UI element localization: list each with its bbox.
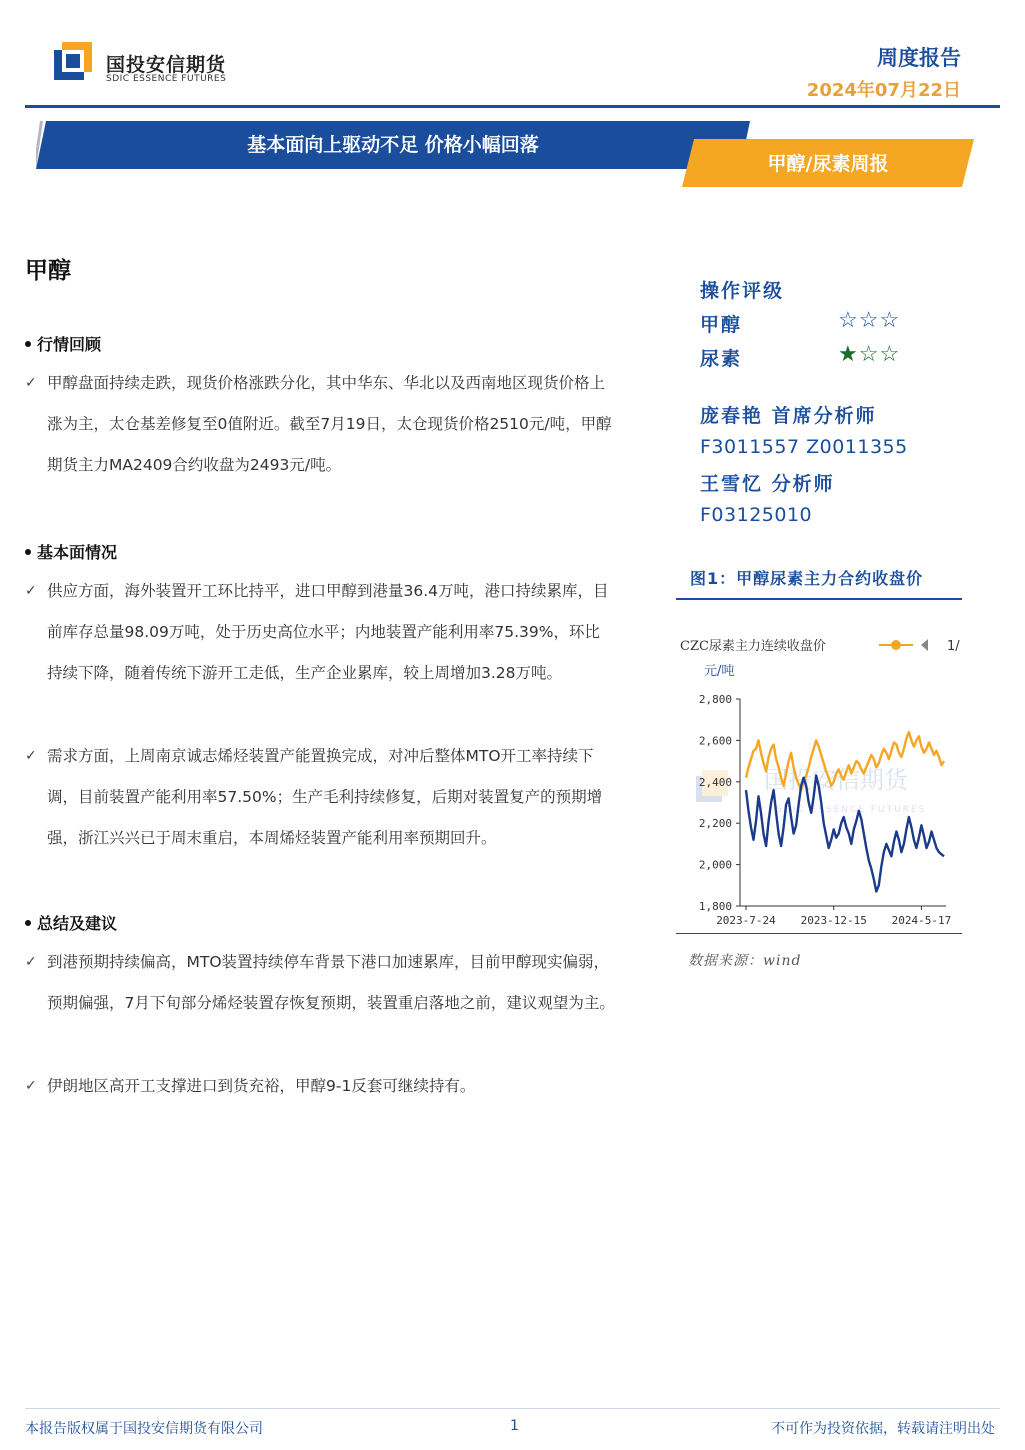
- company-name-cn: 国投安信期货: [106, 54, 227, 76]
- company-logo: [54, 42, 234, 90]
- watermark-en: SDIC ESSENCE FUTURES: [776, 805, 927, 815]
- footer-copyright: 本报告版权属于国投安信期货有限公司: [25, 1421, 263, 1437]
- bullet-dot-icon: [25, 920, 31, 926]
- check-icon: ✓: [25, 748, 37, 764]
- check-icon: ✓: [25, 583, 37, 599]
- legend-marker-icon: [891, 640, 901, 650]
- watermark-cn: 国投安信期货: [764, 766, 908, 794]
- y-tick-label: 2,800: [698, 693, 732, 706]
- figure-rule-top: [676, 598, 962, 600]
- y-tick-label: 2,600: [698, 734, 732, 748]
- logo-mark-icon: [54, 42, 96, 84]
- section-heading: 行情回顾: [25, 332, 101, 355]
- banner-tag: 甲醇/尿素周报: [767, 153, 889, 175]
- analyst-cert: F03125010: [700, 504, 813, 526]
- section-heading: 基本面情况: [25, 540, 117, 563]
- company-name-en: SDIC ESSENCE FUTURES: [106, 74, 227, 84]
- legend-prev-page-icon[interactable]: [921, 639, 928, 651]
- rating-stars-methanol: ☆☆☆: [838, 308, 901, 333]
- paragraph: ✓ 到港预期持续偏高，MTO装置持续停车背景下港口加速累库，目前甲醇现实偏弱，预期偏强，7月下旬部分烯烃装置存恢复预期，装置重启落地之前，建议观望为主。: [25, 942, 615, 1024]
- y-tick-label: 2,000: [698, 858, 732, 872]
- page-number: 1: [510, 1418, 519, 1434]
- paragraph: ✓ 供应方面，海外装置开工环比持平，进口甲醇到港量36.4万吨，港口持续累库，目前库存总量98.09万吨，处于历史高位水平；内地装置产能利用率75.39%，环比持续下降，随着传统下游开工走低，生产企业累库，较上周增加3.28万吨。: [25, 571, 615, 694]
- rating-stars-urea: ★☆☆: [838, 342, 901, 367]
- x-tick-label: 2023-12-15: [800, 914, 867, 927]
- bullet-dot-icon: [25, 549, 31, 555]
- y-tick-label: 1,800: [698, 900, 732, 913]
- y-tick-label: 2,400: [698, 775, 732, 789]
- footer-disclaimer: 不可作为投资依据，转载请注明出处: [771, 1421, 995, 1437]
- main-title: 甲醇: [25, 258, 71, 284]
- report-date: 2024年07月22日: [806, 80, 961, 101]
- paragraph: ✓ 需求方面，上周南京诚志烯烃装置产能置换完成，对冲后整体MTO开工率持续下调，目前装置产能利用率57.50%；生产毛利持续修复，后期对装置复产的预期增强，浙江兴兴已于周末重启，本周烯烃装置产能利用率预期回升。: [25, 736, 615, 859]
- rating-label-urea: 尿素: [700, 348, 743, 370]
- legend-label: CZC尿素主力连续收盘价: [680, 639, 826, 654]
- analyst-name: 王雪忆 分析师: [700, 473, 835, 495]
- paragraph: ✓ 甲醇盘面持续走跌，现货价格涨跌分化，其中华东、华北以及西南地区现货价格上涨为主，太仓基差修复至0值附近。截至7月19日，太仓现货价格2510元/吨，甲醇期货主力MA2409合约收盘为2493元/吨。: [25, 363, 615, 486]
- rating-title: 操作评级: [700, 280, 785, 302]
- paragraph: ✓ 伊朗地区高开工支撑进口到货充裕，甲醇9-1反套可继续持有。: [25, 1066, 615, 1107]
- x-tick-label: 2024-5-17: [891, 914, 952, 927]
- section-heading: 总结及建议: [25, 911, 117, 934]
- bullet-dot-icon: [25, 341, 31, 347]
- check-icon: ✓: [25, 1078, 37, 1094]
- price-chart: [676, 628, 966, 932]
- check-icon: ✓: [25, 954, 37, 970]
- figure-rule-bottom: [676, 933, 962, 934]
- legend-page: 1/: [947, 639, 960, 654]
- y-tick-label: 2,200: [698, 817, 732, 831]
- data-source: 数据来源：wind: [688, 953, 802, 969]
- header-divider: [25, 105, 1000, 108]
- footer-divider: [25, 1408, 1000, 1409]
- x-tick-label: 2023-7-24: [716, 914, 776, 927]
- y-unit-label: 元/吨: [704, 664, 735, 679]
- check-icon: ✓: [25, 375, 37, 391]
- analyst-name: 庞春艳 首席分析师: [700, 405, 877, 427]
- banner-headline: 基本面向上驱动不足 价格小幅回落: [247, 134, 539, 156]
- analyst-cert: F3011557 Z0011355: [700, 436, 908, 458]
- rating-label-methanol: 甲醇: [700, 314, 743, 336]
- report-type: 周度报告: [877, 46, 961, 70]
- figure-title: 图1：甲醇尿素主力合约收盘价: [690, 569, 924, 588]
